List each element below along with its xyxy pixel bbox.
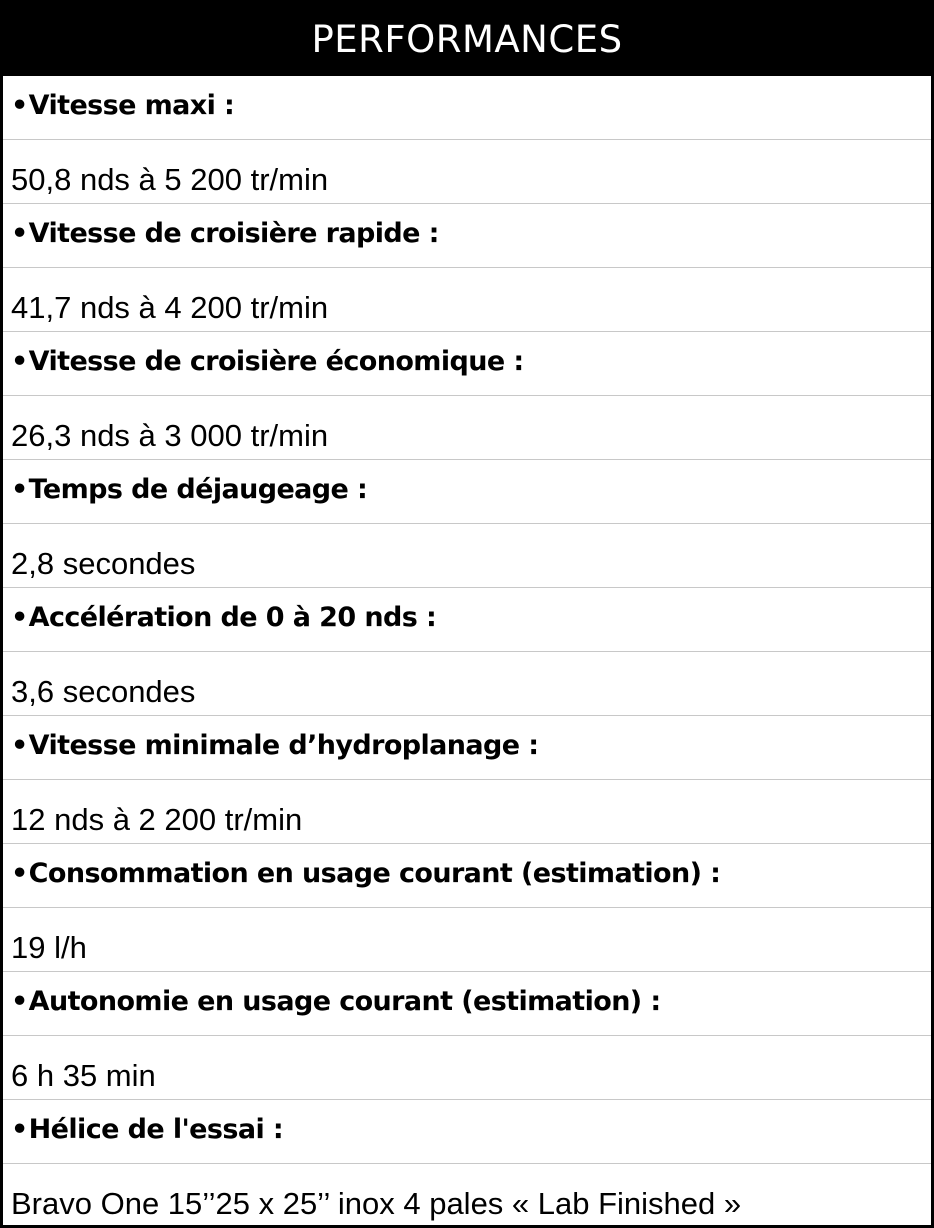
spec-value-row: [3, 652, 931, 716]
spec-label-row: [3, 716, 931, 780]
bullet-icon: •: [11, 346, 28, 377]
spec-value-row: [3, 524, 931, 588]
spec-value-row: [3, 1164, 931, 1228]
spec-label: Vitesse de croisière économique :: [28, 346, 524, 377]
spec-value: 6 h 35 min: [11, 1057, 156, 1093]
spec-value-row: [3, 780, 931, 844]
spec-label: Autonomie en usage courant (estimation) :: [28, 986, 661, 1017]
spec-value-row: [3, 268, 931, 332]
bullet-icon: •: [11, 474, 28, 505]
spec-label-row: [3, 844, 931, 908]
spec-label: Consommation en usage courant (estimation) :: [28, 858, 721, 889]
spec-value: 19 l/h: [11, 929, 87, 965]
spec-label: Vitesse maxi :: [28, 90, 235, 121]
spec-label-row: [3, 1100, 931, 1164]
table-rows: [3, 76, 931, 1228]
spec-label-row: [3, 972, 931, 1036]
spec-value-row: [3, 908, 931, 972]
spec-value-row: [3, 140, 931, 204]
spec-value-row: [3, 396, 931, 460]
spec-value: 12 nds à 2 200 tr/min: [11, 801, 303, 837]
spec-label: Temps de déjaugeage :: [28, 474, 368, 505]
spec-value: 3,6 secondes: [11, 673, 196, 709]
bullet-icon: •: [11, 986, 28, 1017]
bullet-icon: •: [11, 730, 28, 761]
spec-value-row: [3, 1036, 931, 1100]
spec-value: 2,8 secondes: [11, 545, 196, 581]
table-header: [3, 3, 931, 76]
bullet-icon: •: [11, 218, 28, 249]
spec-value: Bravo One 15’’25 x 25’’ inox 4 pales « Lab Finished »: [11, 1186, 742, 1221]
spec-label: Vitesse minimale d’hydroplanage :: [28, 730, 539, 761]
bullet-icon: •: [11, 602, 28, 633]
spec-label-row: [3, 204, 931, 268]
spec-label: Hélice de l'essai :: [28, 1114, 284, 1145]
spec-value: 41,7 nds à 4 200 tr/min: [11, 289, 329, 325]
bullet-icon: •: [11, 858, 28, 889]
spec-label: Vitesse de croisière rapide :: [28, 218, 439, 249]
table-title: PERFORMANCES: [311, 18, 623, 61]
spec-label-row: [3, 76, 931, 140]
spec-label-row: [3, 332, 931, 396]
spec-label-row: [3, 588, 931, 652]
spec-value: 50,8 nds à 5 200 tr/min: [11, 161, 329, 197]
bullet-icon: •: [11, 1114, 28, 1145]
spec-label: Accélération de 0 à 20 nds :: [28, 602, 437, 633]
spec-label-row: [3, 460, 931, 524]
spec-value: 26,3 nds à 3 000 tr/min: [11, 417, 329, 453]
bullet-icon: •: [11, 90, 28, 121]
